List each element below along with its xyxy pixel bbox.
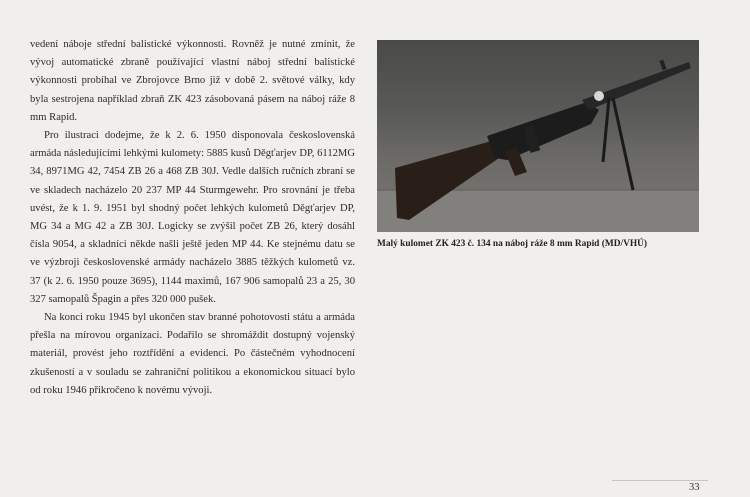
footer-rule xyxy=(612,480,708,481)
machine-gun-photo xyxy=(377,40,699,232)
bipod-leg-left xyxy=(603,98,609,162)
body-text-column xyxy=(30,36,355,400)
page-number: 33 xyxy=(689,482,700,493)
gun-tag xyxy=(594,91,604,101)
paragraph-1: vedení náboje střední balistické výkonnosti. Rovněž je nutné zmínit, že vývoj automatické zbraně používající vlastní náboj střední balistické výkonnosti probíhal ve Zbrojovce Brno již v době 2. světové války, kdy byla sestrojena například zbraň ZK 423 zásobovaná pásem na náboj ráže 8 mm Rapid. xyxy=(30,39,355,123)
bipod-leg-right xyxy=(613,98,633,190)
front-sight xyxy=(659,60,666,71)
paragraph-2: Pro ilustraci dodejme, že k 2. 6. 1950 disponovala československá armáda následujícími lehkými kulomety: 5885 kusů Děgťarjev DP, 6112MG 34, 8971MG 42, 7454 ZB 26 a 468 ZB 30J. Vedle dalších ručních zbraní se ve skladech nacházelo 20 237 MP 44 Sturmgewehr. Pro srovnání je třeba uvést, že k 1. 9. 1951 byl shodný počet lehkých kulometů Děgťarjev DP, MG 34 a MG 42 a ZB 30J. Logicky se zvýšil počet ZB 26, který dosáhl čísla 9054, a skladníci někde našli ještě jeden MP 44. Ke stejnému datu se ve výzbroji československé armády nacházelo 3885 těžkých kulometů vz. 37 (k 2. 6. 1950 pouze 3695), 1144 maximů, 167 906 samopalů 23 a 25, 30 327 samopalů Špagin a přes 320 000 pušek. xyxy=(30,130,355,305)
machine-gun-icon xyxy=(377,40,699,232)
gun-barrel xyxy=(582,62,691,110)
figure-caption: Malý kulomet ZK 423 č. 134 na náboj ráže 8 mm Rapid (MD/VHÚ) xyxy=(377,239,648,249)
gun-receiver xyxy=(487,102,599,160)
paragraph-3: Na konci roku 1945 byl ukončen stav branné pohotovosti státu a armáda přešla na mírovou organizaci. Podařilo se shromáždit dostupný vojenský materiál, provést jeho roztřídění a evidenci. Po částečném vyhodnocení zkušeností a v souladu se zahraniční politikou a ekonomickou situací bylo od roku 1946 přikročeno k novému vývoji. xyxy=(30,312,355,396)
